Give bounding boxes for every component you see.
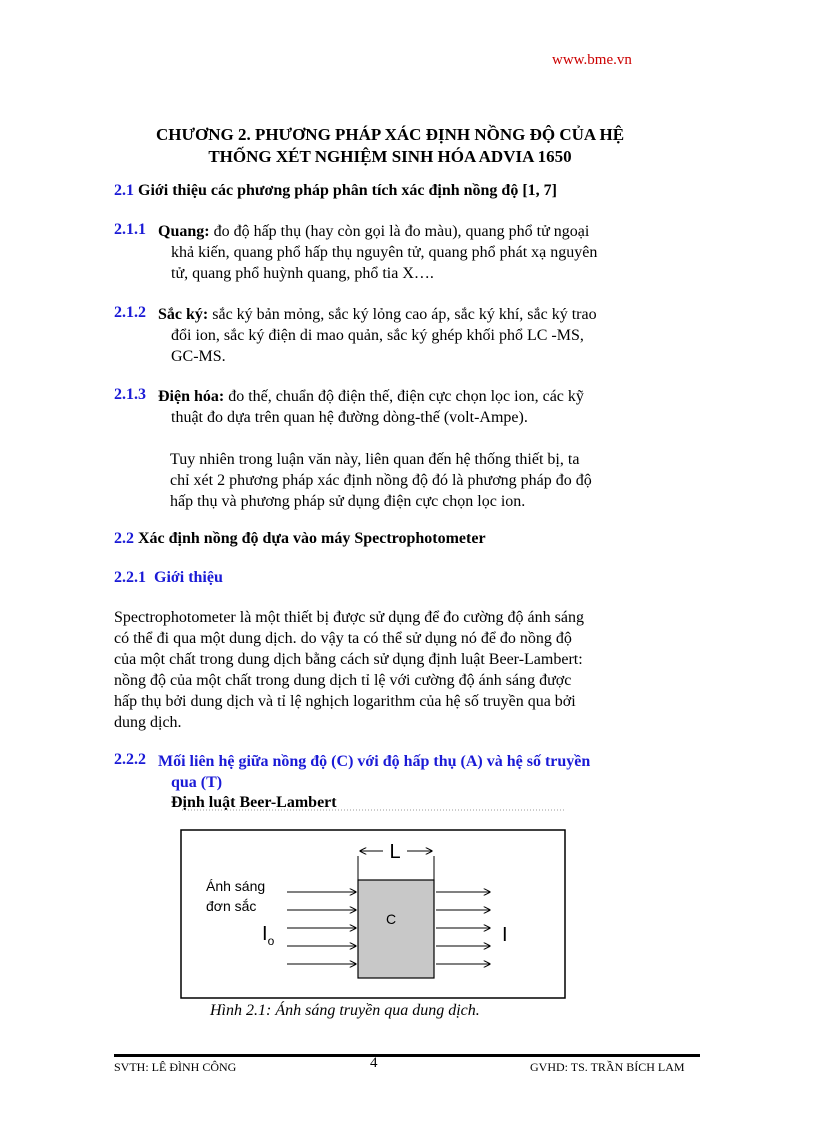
section-2-2-heading — [114, 530, 486, 548]
section-2-2-2-heading — [158, 751, 658, 793]
section-number: 2.2 — [114, 530, 134, 547]
incident-subscript: o — [267, 934, 275, 948]
section-number: 2.1 — [114, 182, 134, 199]
heading-line: Mối liên hệ giữa nồng độ (C) với độ hấp thụ (A) và hệ số truyền — [158, 753, 591, 770]
section-2-1-1-number: 2.1.1 — [114, 221, 146, 238]
paragraph-line: thuật đo dựa trên quan hệ đường dòng-thế (volt-Ampe). — [171, 409, 528, 426]
paragraph-line: dung dịch. — [114, 714, 182, 731]
beer-lambert-subtitle: Định luật Beer-Lambert — [171, 794, 337, 811]
paragraph-line: nồng độ của một chất trong dung dịch tỉ lệ với cường độ ánh sáng được — [114, 672, 572, 689]
incident-letter: I — [262, 923, 268, 945]
text: đo thế, chuẩn độ điện thế, điện cực chọn lọc ion, các kỹ — [228, 388, 584, 405]
concentration-label: C — [385, 911, 397, 927]
cuvette — [358, 880, 434, 978]
paragraph-line: tử, quang phổ huỳnh quang, phổ tia X…. — [171, 265, 434, 282]
section-title: Giới thiệu các phương pháp phân tích xác định nồng độ [1, 7] — [138, 182, 557, 199]
section-2-2-2-number: 2.2.2 — [114, 751, 146, 768]
section-2-1-3-number: 2.1.3 — [114, 386, 146, 403]
term: Quang: — [158, 223, 210, 240]
chapter-title-line2: THỐNG XÉT NGHIỆM SINH HÓA ADVIA 1650 — [208, 147, 572, 166]
footer-divider — [114, 1054, 700, 1057]
section-2-1-3-note — [170, 449, 650, 512]
page-number: 4 — [370, 1055, 378, 1071]
paragraph-line — [158, 304, 658, 325]
text: đo độ hấp thụ (hay còn gọi là đo màu), quang phổ tử ngoại — [213, 223, 590, 240]
transmitted-intensity-label: I — [502, 924, 508, 946]
section-2-1-heading — [114, 182, 557, 200]
length-label: L — [389, 841, 401, 863]
paragraph-line — [158, 221, 658, 242]
paragraph-line: Tuy nhiên trong luận văn này, liên quan đến hệ thống thiết bị, ta — [170, 451, 580, 468]
section-title: Xác định nồng độ dựa vào máy Spectrophotometer — [138, 530, 486, 547]
paragraph-line: hấp thụ và phương pháp sử dụng điện cực chọn lọc ion. — [170, 493, 526, 510]
section-2-1-3-body — [158, 386, 658, 428]
footer-student: SVTH: LÊ ĐÌNH CÔNG — [114, 1060, 237, 1074]
paragraph-line: khả kiến, quang phổ hấp thụ nguyên tử, quang phổ phát xạ nguyên — [171, 244, 598, 261]
paragraph-line: chỉ xét 2 phương pháp xác định nồng độ đó là phương pháp đo độ — [170, 472, 592, 489]
term: Điện hóa: — [158, 388, 225, 405]
paragraph-line: của một chất trong dung dịch bằng cách sử dụng định luật Beer-Lambert: — [114, 651, 583, 668]
figure-caption: Hình 2.1: Ánh sáng truyền qua dung dịch. — [210, 1002, 480, 1019]
paragraph-line: GC-MS. — [171, 348, 226, 365]
section-2-1-2-body — [158, 304, 658, 367]
heading-line: qua (T) — [171, 774, 223, 791]
paragraph-line: hấp thụ bởi dung dịch và tỉ lệ nghịch logarithm của hệ số truyền qua bởi — [114, 693, 576, 710]
paragraph-line: có thể đi qua một dung dịch. do vậy ta có thể sử dụng nó để đo nồng độ — [114, 630, 572, 647]
paragraph-line: đổi ion, sắc ký điện di mao quản, sắc ký ghép khối phổ LC -MS, — [171, 327, 584, 344]
paragraph-line: Spectrophotometer là một thiết bị được sử dụng để đo cường độ ánh sáng — [114, 609, 584, 626]
light-label-line1: Ánh sáng — [206, 878, 266, 894]
section-number: 2.2.1 — [114, 569, 146, 586]
paragraph-line — [158, 386, 658, 407]
light-label-line2: đơn sắc — [206, 898, 257, 914]
section-2-2-1-heading — [114, 569, 223, 587]
chapter-title — [100, 124, 680, 168]
text: sắc ký bản mỏng, sắc ký lỏng cao áp, sắc ký khí, sắc ký trao — [212, 306, 597, 323]
chapter-title-line1: CHƯƠNG 2. PHƯƠNG PHÁP XÁC ĐỊNH NỒNG ĐỘ CỦA HỆ — [155, 125, 625, 144]
section-2-1-2-number: 2.1.2 — [114, 304, 146, 321]
term: Sắc ký: — [158, 306, 209, 323]
section-2-1-1-body — [158, 221, 658, 284]
website-url[interactable]: www.bme.vn — [552, 52, 632, 68]
footer-advisor: GVHD: TS. TRẦN BÍCH LAM — [530, 1060, 685, 1074]
section-title: Giới thiệu — [154, 569, 223, 586]
beer-lambert-figure — [180, 808, 566, 1000]
section-2-2-1-body — [114, 607, 674, 733]
